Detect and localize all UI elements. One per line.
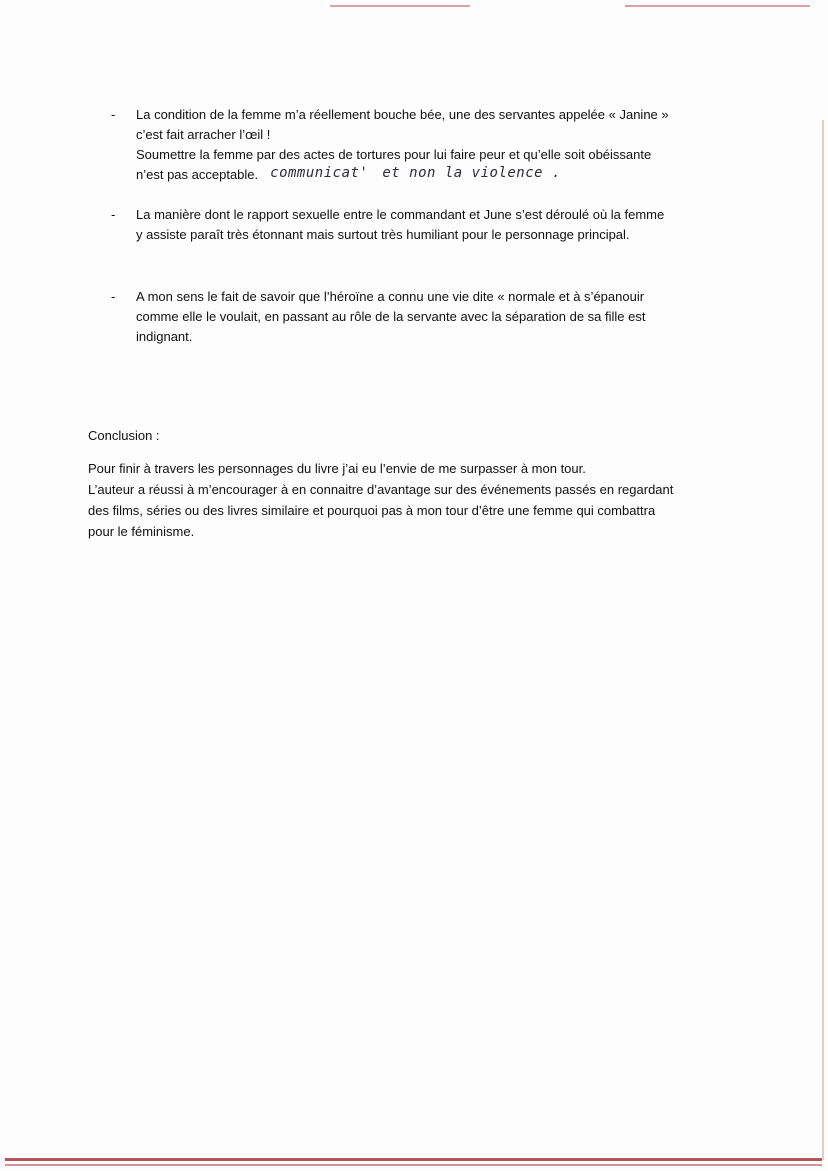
scan-edge-top-right: [625, 5, 810, 7]
bullet-marker: -: [111, 207, 116, 222]
bullet-paragraph-2: [136, 205, 736, 245]
text-line: des films, séries ou des livres similaire et pourquoi pas à mon tour d’être une femme qui combattra: [88, 503, 656, 518]
handwritten-annotation-2: et non la violence .: [382, 165, 561, 181]
text-line: indignant.: [136, 329, 193, 344]
text-line: La manière dont le rapport sexuelle entre le commandant et June s’est déroulé où la femme: [136, 207, 665, 222]
conclusion-heading: Conclusion :: [88, 428, 160, 443]
text-line: pour le féminisme.: [88, 524, 195, 539]
text-line: La condition de la femme m’a réellement bouche bée, une des servantes appelée « Janine »: [136, 107, 669, 122]
bullet-marker: -: [111, 107, 116, 122]
scan-edge-bottom: [5, 1158, 822, 1161]
scan-edge-right: [822, 120, 824, 1160]
bullet-paragraph-3: [136, 287, 736, 347]
text-line: comme elle le voulait, en passant au rôle de la servante avec la séparation de sa fille est: [136, 309, 646, 324]
text-line-with-annotation: [136, 165, 736, 185]
bullet-marker: -: [111, 289, 116, 304]
scan-edge-top-left: [330, 5, 470, 7]
text-line: Soumettre la femme par des actes de tortures pour lui faire peur et qu’elle soit obéissante: [136, 147, 652, 162]
text-line: c’est fait arracher l’œil !: [136, 127, 271, 142]
text-line: A mon sens le fait de savoir que l’héroïne a connu une vie dite « normale et à s’épanouir: [136, 289, 645, 304]
handwritten-annotation-1: communicat': [270, 165, 369, 181]
text-line: L’auteur a réussi à m’encourager à en connaitre d’avantage sur des événements passés en regardant: [88, 482, 674, 497]
bullet-paragraph-1: [136, 105, 736, 185]
scan-edge-bottom-shadow: [5, 1164, 822, 1166]
conclusion-paragraph: [88, 458, 748, 542]
text-line: n’est pas acceptable.: [136, 167, 259, 182]
text-line: y assiste paraît très étonnant mais surtout très humiliant pour le personnage principal.: [136, 227, 630, 242]
text-line: Pour finir à travers les personnages du livre j’ai eu l’envie de me surpasser à mon tour.: [88, 461, 586, 476]
